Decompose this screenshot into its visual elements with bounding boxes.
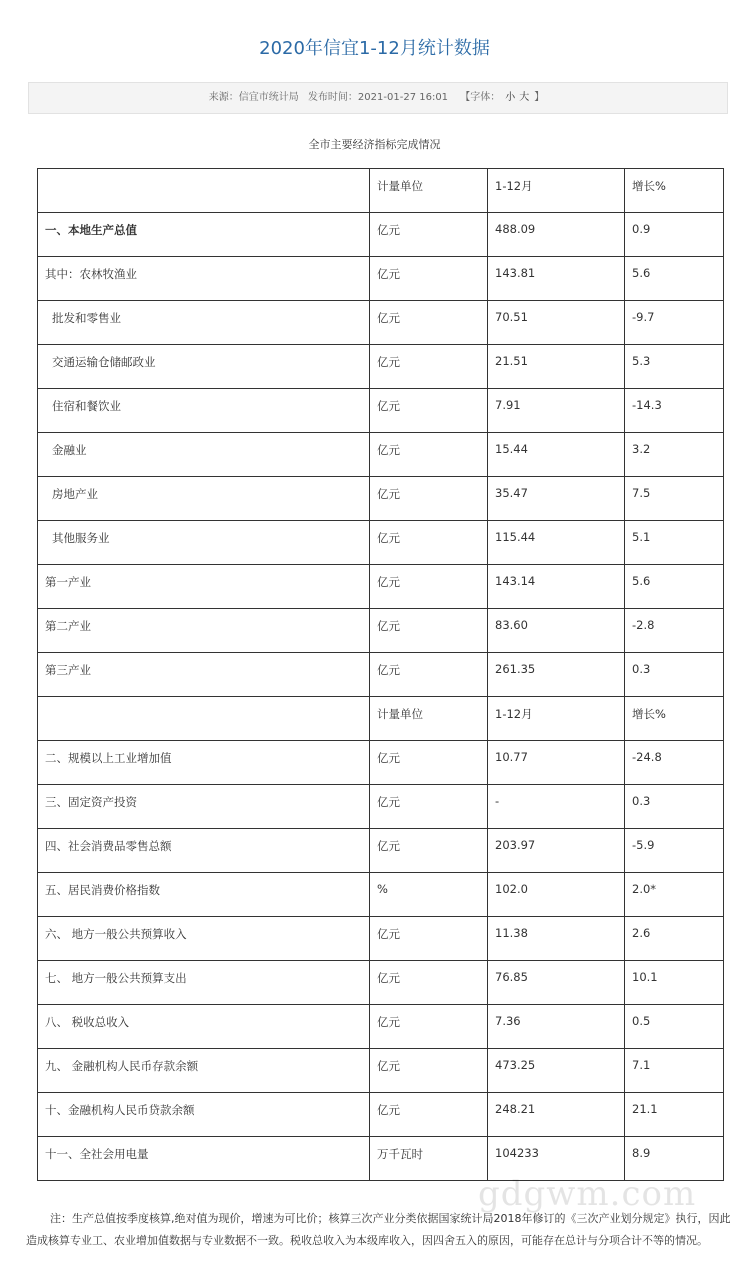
value-cell: 488.09 xyxy=(488,213,625,257)
footnote: 注：生产总值按季度核算,绝对值为现价，增速为可比价；核算三次产业分类依据国家统计局2018年修订的《三次产业划分规定》执行，因此造成核算专业工、农业增加值数据与专业数据不一致。税收总收入为本级库收入，因四舍五入的原因，可能存在总计与分项合计不等的情况。 xyxy=(26,1212,731,1247)
table-row xyxy=(38,1005,724,1049)
table-caption: 全市主要经济指标完成情况 xyxy=(308,138,441,151)
table-row xyxy=(38,345,724,389)
table-row xyxy=(38,829,724,873)
value-cell: - xyxy=(488,785,625,829)
table-row xyxy=(38,741,724,785)
indicator-cell: 金融业 xyxy=(38,433,370,477)
font-size-label: 【字体： xyxy=(460,92,501,103)
growth-cell: 8.9 xyxy=(625,1137,724,1181)
growth-cell: 2.6 xyxy=(625,917,724,961)
unit-cell: 亿元 xyxy=(370,213,488,257)
unit-cell: 亿元 xyxy=(370,389,488,433)
value-cell: 10.77 xyxy=(488,741,625,785)
source-label: 来源：信宜市统计局 xyxy=(208,92,299,103)
table-row xyxy=(38,565,724,609)
growth-cell: 3.2 xyxy=(625,433,724,477)
font-large-link[interactable]: 大 xyxy=(519,92,530,103)
value-cell: 1-12月 xyxy=(488,169,625,213)
unit-cell: 亿元 xyxy=(370,521,488,565)
growth-cell: 5.3 xyxy=(625,345,724,389)
table-row xyxy=(38,873,724,917)
indicator-cell: 批发和零售业 xyxy=(38,301,370,345)
growth-cell: 0.5 xyxy=(625,1005,724,1049)
unit-cell: 计量单位 xyxy=(370,169,488,213)
table-row xyxy=(38,653,724,697)
publish-time: 发布时间：2021-01-27 16:01 xyxy=(307,92,449,103)
value-cell: 70.51 xyxy=(488,301,625,345)
growth-cell: 0.3 xyxy=(625,785,724,829)
value-cell: 261.35 xyxy=(488,653,625,697)
unit-cell: % xyxy=(370,873,488,917)
value-cell: 104233 xyxy=(488,1137,625,1181)
indicator-cell: 第一产业 xyxy=(38,565,370,609)
unit-cell: 亿元 xyxy=(370,961,488,1005)
unit-cell: 亿元 xyxy=(370,829,488,873)
table-row xyxy=(38,961,724,1005)
table-row xyxy=(38,609,724,653)
indicator-cell: 住宿和餐饮业 xyxy=(38,389,370,433)
value-cell: 83.60 xyxy=(488,609,625,653)
table-row xyxy=(38,477,724,521)
unit-cell: 亿元 xyxy=(370,1049,488,1093)
value-cell: 473.25 xyxy=(488,1049,625,1093)
growth-cell: -9.7 xyxy=(625,301,724,345)
unit-cell: 亿元 xyxy=(370,301,488,345)
value-cell: 7.91 xyxy=(488,389,625,433)
indicator-cell: 四、社会消费品零售总额 xyxy=(38,829,370,873)
indicator-cell: 其他服务业 xyxy=(38,521,370,565)
table-row xyxy=(38,697,724,741)
unit-cell: 亿元 xyxy=(370,917,488,961)
growth-cell: 7.5 xyxy=(625,477,724,521)
indicator-cell: 八、 税收总收入 xyxy=(38,1005,370,1049)
growth-cell: -24.8 xyxy=(625,741,724,785)
growth-cell: 增长% xyxy=(625,169,724,213)
growth-cell: 7.1 xyxy=(625,1049,724,1093)
growth-cell: 0.9 xyxy=(625,213,724,257)
unit-cell: 亿元 xyxy=(370,741,488,785)
indicator-cell: 十一、全社会用电量 xyxy=(38,1137,370,1181)
growth-cell: -2.8 xyxy=(625,609,724,653)
growth-cell: -14.3 xyxy=(625,389,724,433)
table-row xyxy=(38,257,724,301)
growth-cell: 21.1 xyxy=(625,1093,724,1137)
value-cell: 203.97 xyxy=(488,829,625,873)
value-cell: 76.85 xyxy=(488,961,625,1005)
article-meta-bar xyxy=(28,82,728,114)
value-cell: 7.36 xyxy=(488,1005,625,1049)
value-cell: 115.44 xyxy=(488,521,625,565)
unit-cell: 万千瓦时 xyxy=(370,1137,488,1181)
unit-cell: 亿元 xyxy=(370,345,488,389)
table-row xyxy=(38,301,724,345)
growth-cell: 0.3 xyxy=(625,653,724,697)
indicator-cell: 二、规模以上工业增加值 xyxy=(38,741,370,785)
table-row xyxy=(38,433,724,477)
table-row xyxy=(38,521,724,565)
indicator-cell: 交通运输仓储邮政业 xyxy=(38,345,370,389)
unit-cell: 亿元 xyxy=(370,785,488,829)
value-cell: 11.38 xyxy=(488,917,625,961)
unit-cell: 计量单位 xyxy=(370,697,488,741)
indicator-cell: 第三产业 xyxy=(38,653,370,697)
stats-table xyxy=(37,168,724,1181)
growth-cell: 增长% xyxy=(625,697,724,741)
unit-cell: 亿元 xyxy=(370,1093,488,1137)
indicator-cell: 七、 地方一般公共预算支出 xyxy=(38,961,370,1005)
table-row xyxy=(38,1093,724,1137)
growth-cell: 2.0* xyxy=(625,873,724,917)
font-size-control xyxy=(457,92,547,103)
unit-cell: 亿元 xyxy=(370,565,488,609)
table-row xyxy=(38,213,724,257)
unit-cell: 亿元 xyxy=(370,433,488,477)
growth-cell: -5.9 xyxy=(625,829,724,873)
growth-cell: 5.1 xyxy=(625,521,724,565)
indicator-cell: 十、金融机构人民币贷款余额 xyxy=(38,1093,370,1137)
indicator-cell: 一、本地生产总值 xyxy=(38,213,370,257)
indicator-cell xyxy=(38,697,370,741)
growth-cell: 10.1 xyxy=(625,961,724,1005)
font-small-link[interactable]: 小 xyxy=(505,92,516,103)
table-row xyxy=(38,389,724,433)
value-cell: 1-12月 xyxy=(488,697,625,741)
indicator-cell: 九、 金融机构人民币存款余额 xyxy=(38,1049,370,1093)
indicator-cell xyxy=(38,169,370,213)
font-size-close: 】 xyxy=(534,92,545,103)
indicator-cell: 其中：农林牧渔业 xyxy=(38,257,370,301)
value-cell: 102.0 xyxy=(488,873,625,917)
unit-cell: 亿元 xyxy=(370,257,488,301)
page-title: 2020年信宜1-12月统计数据 xyxy=(259,38,490,59)
unit-cell: 亿元 xyxy=(370,609,488,653)
value-cell: 248.21 xyxy=(488,1093,625,1137)
unit-cell: 亿元 xyxy=(370,477,488,521)
table-row xyxy=(38,785,724,829)
indicator-cell: 五、居民消费价格指数 xyxy=(38,873,370,917)
growth-cell: 5.6 xyxy=(625,257,724,301)
indicator-cell: 第二产业 xyxy=(38,609,370,653)
value-cell: 21.51 xyxy=(488,345,625,389)
value-cell: 35.47 xyxy=(488,477,625,521)
value-cell: 143.81 xyxy=(488,257,625,301)
table-row xyxy=(38,169,724,213)
table-row xyxy=(38,917,724,961)
watermark: gdgwm.com xyxy=(478,1174,697,1214)
unit-cell: 亿元 xyxy=(370,1005,488,1049)
indicator-cell: 房地产业 xyxy=(38,477,370,521)
value-cell: 143.14 xyxy=(488,565,625,609)
table-row xyxy=(38,1049,724,1093)
unit-cell: 亿元 xyxy=(370,653,488,697)
indicator-cell: 三、固定资产投资 xyxy=(38,785,370,829)
indicator-cell: 六、 地方一般公共预算收入 xyxy=(38,917,370,961)
growth-cell: 5.6 xyxy=(625,565,724,609)
value-cell: 15.44 xyxy=(488,433,625,477)
